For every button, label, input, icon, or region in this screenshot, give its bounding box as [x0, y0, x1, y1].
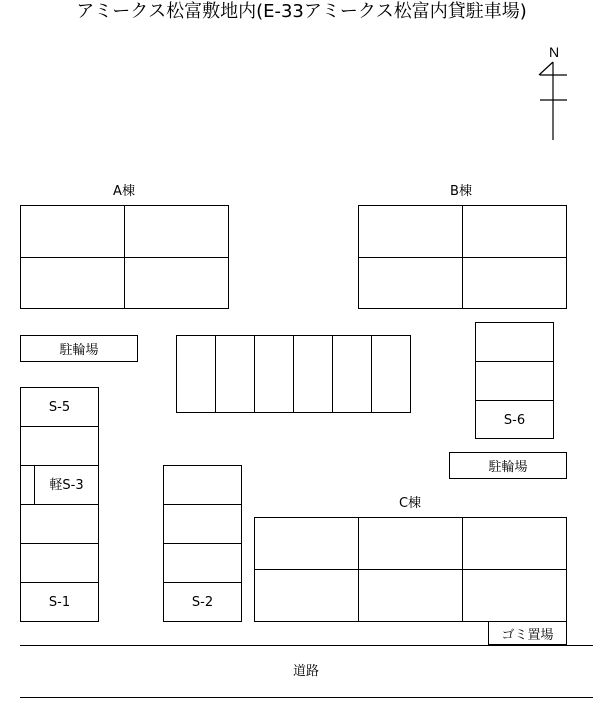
road-edge-bottom — [20, 697, 593, 698]
building-b-label: B棟 — [450, 184, 472, 199]
parking-row-center — [176, 335, 411, 413]
bike-parking-right — [449, 452, 567, 479]
bike-parking-right-label: 駐輪場 — [488, 460, 528, 475]
bike-parking-left — [20, 335, 138, 362]
garbage-area — [488, 621, 567, 645]
parking-space-divider — [215, 335, 216, 413]
building-c — [254, 517, 567, 622]
parking-space-divider — [254, 335, 255, 413]
garbage-area-label: ゴミ置場 — [501, 627, 554, 643]
space-s2-label: S-2 — [191, 595, 214, 610]
parking-column-middle — [163, 465, 242, 622]
building-c-label: C棟 — [398, 496, 422, 511]
parking-space-divider — [332, 335, 333, 413]
space-s6-label: S-6 — [503, 413, 526, 428]
space-s3-label: 軽S-3 — [49, 478, 84, 493]
map-title: アミークス松富敷地内(E-33アミークス松富内貸駐車場) — [76, 1, 527, 22]
building-b — [358, 205, 567, 309]
parking-space-divider — [293, 335, 294, 413]
building-a — [20, 205, 229, 309]
parking-column-right — [475, 322, 554, 439]
road-edge-top — [20, 645, 593, 646]
parking-space-divider — [371, 335, 372, 413]
road-label: 道路 — [292, 664, 319, 679]
compass-north-label: N — [548, 44, 560, 60]
parking-column-left — [20, 387, 99, 622]
bike-parking-left-label: 駐輪場 — [59, 343, 99, 358]
space-s5-label: S-5 — [48, 400, 71, 415]
space-s1-label: S-1 — [48, 595, 71, 610]
building-a-label: A棟 — [113, 184, 135, 199]
